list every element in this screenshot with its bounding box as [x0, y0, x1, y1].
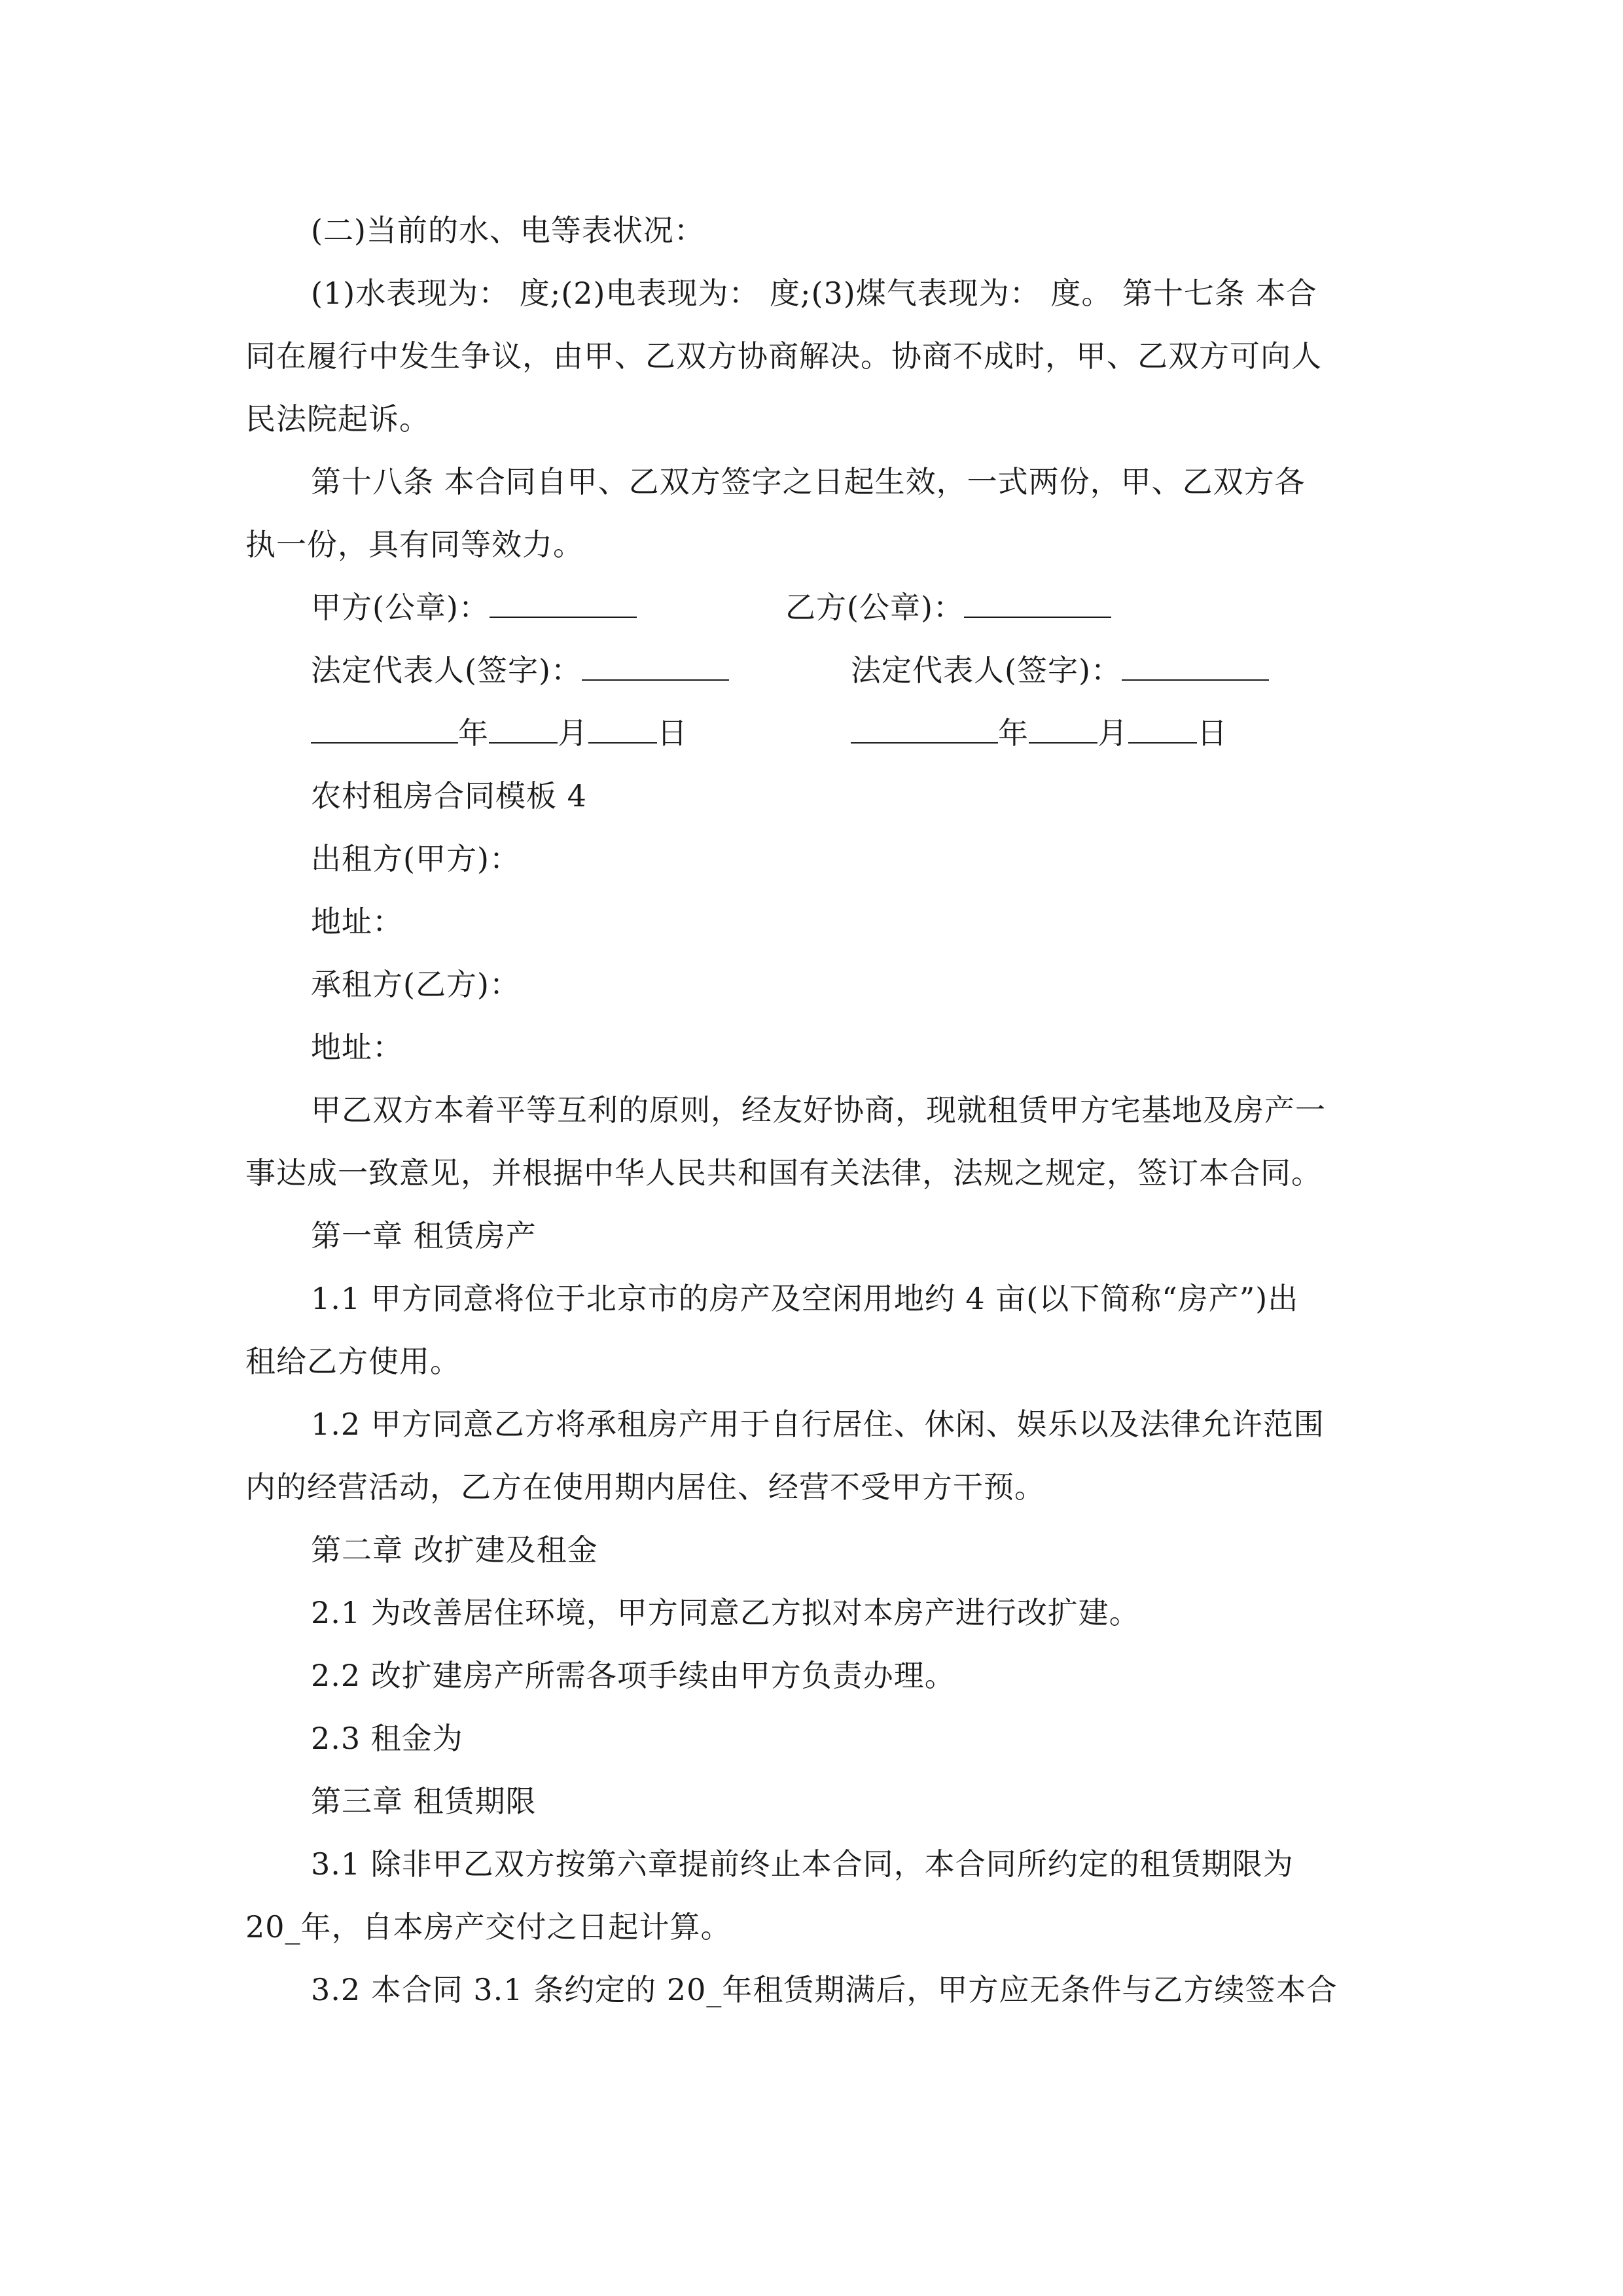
date-a-year: 年 [458, 715, 489, 751]
chapter-heading: 第一章 租赁房产 [311, 1218, 537, 1253]
section-title: 农村租房合同模板 4 [311, 778, 587, 814]
date-b-day: 日 [1197, 715, 1228, 751]
date-b-month: 月 [1097, 715, 1128, 751]
lessor-label: 出租方(甲方)： [311, 841, 520, 876]
party-a-seal-blank [490, 588, 637, 618]
date-a-month-blank [489, 713, 558, 744]
date-a-year-blank [311, 713, 458, 744]
chapter-heading: 第二章 改扩建及租金 [311, 1532, 598, 1568]
text-line: 2.3 租金为 [311, 1721, 463, 1756]
party-a-seal-label: 甲方(公章)： [311, 590, 490, 625]
text-line: 内的经营活动，乙方在使用期内居住、经营不受甲方干预。 [245, 1469, 1045, 1505]
date-b-year-blank [851, 713, 998, 744]
lessee-address-label: 地址： [311, 1030, 403, 1065]
lessee-label: 承租方(乙方)： [311, 967, 520, 1002]
date-b-month-blank [1029, 713, 1097, 744]
text-line: 3.1 除非甲乙双方按第六章提前终止本合同，本合同所约定的租赁期限为 [311, 1846, 1294, 1882]
date-a-day-blank [588, 713, 657, 744]
party-b-seal-blank [964, 588, 1111, 618]
text-line: 20_年，自本房产交付之日起计算。 [245, 1909, 732, 1945]
text-line: 甲乙双方本着平等互利的原则，经友好协商，现就租赁甲方宅基地及房产一 [311, 1092, 1326, 1128]
signature-row-rep [311, 651, 1410, 690]
text-line: 租给乙方使用。 [245, 1344, 461, 1379]
text-line: 1.1 甲方同意将位于北京市的房产及空闲用地约 4 亩(以下简称“房产”)出 [311, 1281, 1299, 1316]
rep-b-label: 法定代表人(签字)： [851, 653, 1122, 688]
date-b-day-blank [1128, 713, 1197, 744]
text-line: 3.2 本合同 3.1 条约定的 20_年租赁期满后，甲方应无条件与乙方续签本合 [311, 1972, 1338, 2007]
text-line: (二)当前的水、电等表状况： [311, 213, 705, 248]
rep-a-blank [582, 651, 729, 681]
text-line: 2.2 改扩建房产所需各项手续由甲方负责办理。 [311, 1658, 955, 1693]
party-b-seal-label: 乙方(公章)： [785, 590, 964, 625]
chapter-heading: 第三章 租赁期限 [311, 1784, 537, 1819]
text-line: 1.2 甲方同意乙方将承租房产用于自行居住、休闲、娱乐以及法律允许范围 [311, 1407, 1325, 1442]
text-line: 第十八条 本合同自甲、乙双方签字之日起生效，一式两份，甲、乙双方各 [311, 464, 1306, 499]
text-line: 执一份，具有同等效力。 [245, 527, 584, 562]
text-line: 2.1 为改善居住环境，甲方同意乙方拟对本房产进行改扩建。 [311, 1595, 1140, 1630]
text-line: 同在履行中发生争议，由甲、乙双方协商解决。协商不成时，甲、乙双方可向人 [245, 338, 1322, 374]
lessor-address-label: 地址： [311, 904, 403, 939]
date-a-month: 月 [558, 715, 588, 751]
text-line: 事达成一致意见，并根据中华人民共和国有关法律，法规之规定，签订本合同。 [245, 1155, 1322, 1191]
date-b-year: 年 [998, 715, 1029, 751]
date-a-day: 日 [657, 715, 688, 751]
text-line: (1)水表现为： 度;(2)电表现为： 度;(3)煤气表现为： 度。 第十七条 本合 [311, 276, 1317, 311]
signature-row-seal [311, 588, 1410, 627]
signature-row-date [311, 713, 1410, 753]
text-line: 民法院起诉。 [245, 401, 430, 437]
rep-b-blank [1122, 651, 1269, 681]
rep-a-label: 法定代表人(签字)： [311, 653, 582, 688]
